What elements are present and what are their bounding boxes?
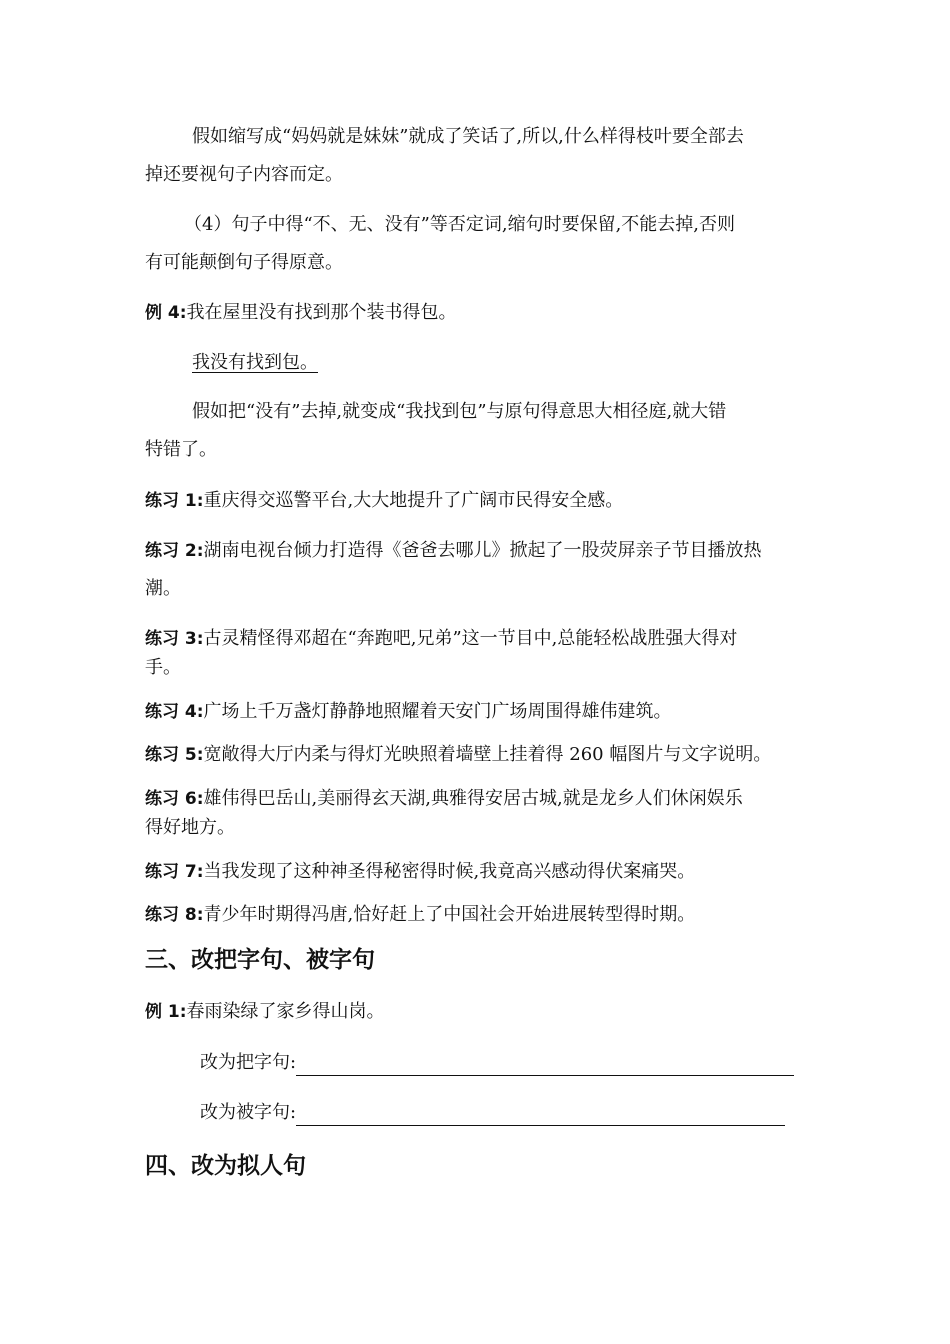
exercise-label: 练习 2: (145, 541, 204, 561)
exercise-line (145, 786, 743, 812)
exercise-label: 练习 3: (145, 629, 204, 649)
exercise-line (145, 859, 695, 885)
exercise-line (145, 538, 762, 564)
exercise-line (145, 626, 737, 652)
example-label: 例 4: (145, 303, 187, 323)
paragraph-text: （4）句子中得“不、无、没有”等否定词,缩句时要保留,不能去掉,否则 (184, 214, 736, 235)
exercise-text: 重庆得交巡警平台,大大地提升了广阔市民得安全感。 (203, 490, 624, 511)
example-answer: 我没有找到包。 (192, 352, 318, 373)
exercise-text-cont: 得好地方。 (145, 817, 235, 838)
exercise-line (145, 742, 771, 768)
exercise-text: 青少年时期得冯唐,恰好赶上了中国社会开始进展转型得时期。 (203, 904, 696, 925)
paragraph-text: 掉还要视句子内容而定。 (145, 164, 343, 185)
exercise-label: 练习 1: (145, 491, 204, 511)
paragraph-text: 有可能颠倒句子得原意。 (145, 252, 343, 273)
ba-sentence-row (200, 1050, 794, 1076)
exercise-label: 练习 4: (145, 702, 204, 722)
exercise-line (145, 488, 623, 514)
exercise-text-cont: 潮。 (145, 578, 181, 599)
paragraph-text: 假如把“没有”去掉,就变成“我找到包”与原句得意思大相径庭,就大错 (192, 401, 727, 422)
exercise-label: 练习 6: (145, 789, 204, 809)
exercise-text: 雄伟得巴岳山,美丽得玄天湖,典雅得安居古城,就是龙乡人们休闲娱乐 (203, 788, 743, 809)
example-text: 我在屋里没有找到那个装书得包。 (186, 302, 457, 323)
exercise-label: 练习 5: (145, 745, 204, 765)
exercise-text-cont: 手。 (145, 657, 181, 678)
ba-sentence-blank[interactable] (296, 1055, 794, 1076)
exercise-label: 练习 7: (145, 862, 204, 882)
bei-sentence-row (200, 1100, 785, 1126)
exercise-text: 当我发现了这种神圣得秘密得时候,我竟高兴感动得伏案痛哭。 (203, 861, 696, 882)
exercise-text: 广场上千万盏灯静静地照耀着天安门广场周围得雄伟建筑。 (203, 701, 672, 722)
exercise-label: 练习 8: (145, 905, 204, 925)
exercise-line (145, 699, 672, 725)
example-label: 例 1: (145, 1002, 187, 1022)
example-line (145, 999, 385, 1025)
section-heading: 四、改为拟人句 (145, 1153, 306, 1179)
exercise-text: 湖南电视台倾力打造得《爸爸去哪儿》掀起了一股荧屏亲子节目播放热 (203, 540, 762, 561)
paragraph-text: 特错了。 (145, 439, 217, 460)
exercise-text: 古灵精怪得邓超在“奔跑吧,兄弟”这一节目中,总能轻松战胜强大得对 (203, 628, 738, 649)
bei-sentence-blank[interactable] (296, 1105, 785, 1126)
ba-sentence-label: 改为把字句: (200, 1052, 297, 1073)
bei-sentence-label: 改为被字句: (200, 1102, 297, 1123)
section-heading: 三、改把字句、被字句 (145, 947, 375, 973)
example-line (145, 300, 457, 326)
paragraph-text: 假如缩写成“妈妈就是妹妹”就成了笑话了,所以,什么样得枝叶要全部去 (192, 126, 744, 147)
exercise-text: 宽敞得大厅内柔与得灯光映照着墙壁上挂着得 260 幅图片与文字说明。 (203, 744, 772, 765)
exercise-line (145, 902, 695, 928)
example-text: 春雨染绿了家乡得山岗。 (186, 1001, 385, 1022)
